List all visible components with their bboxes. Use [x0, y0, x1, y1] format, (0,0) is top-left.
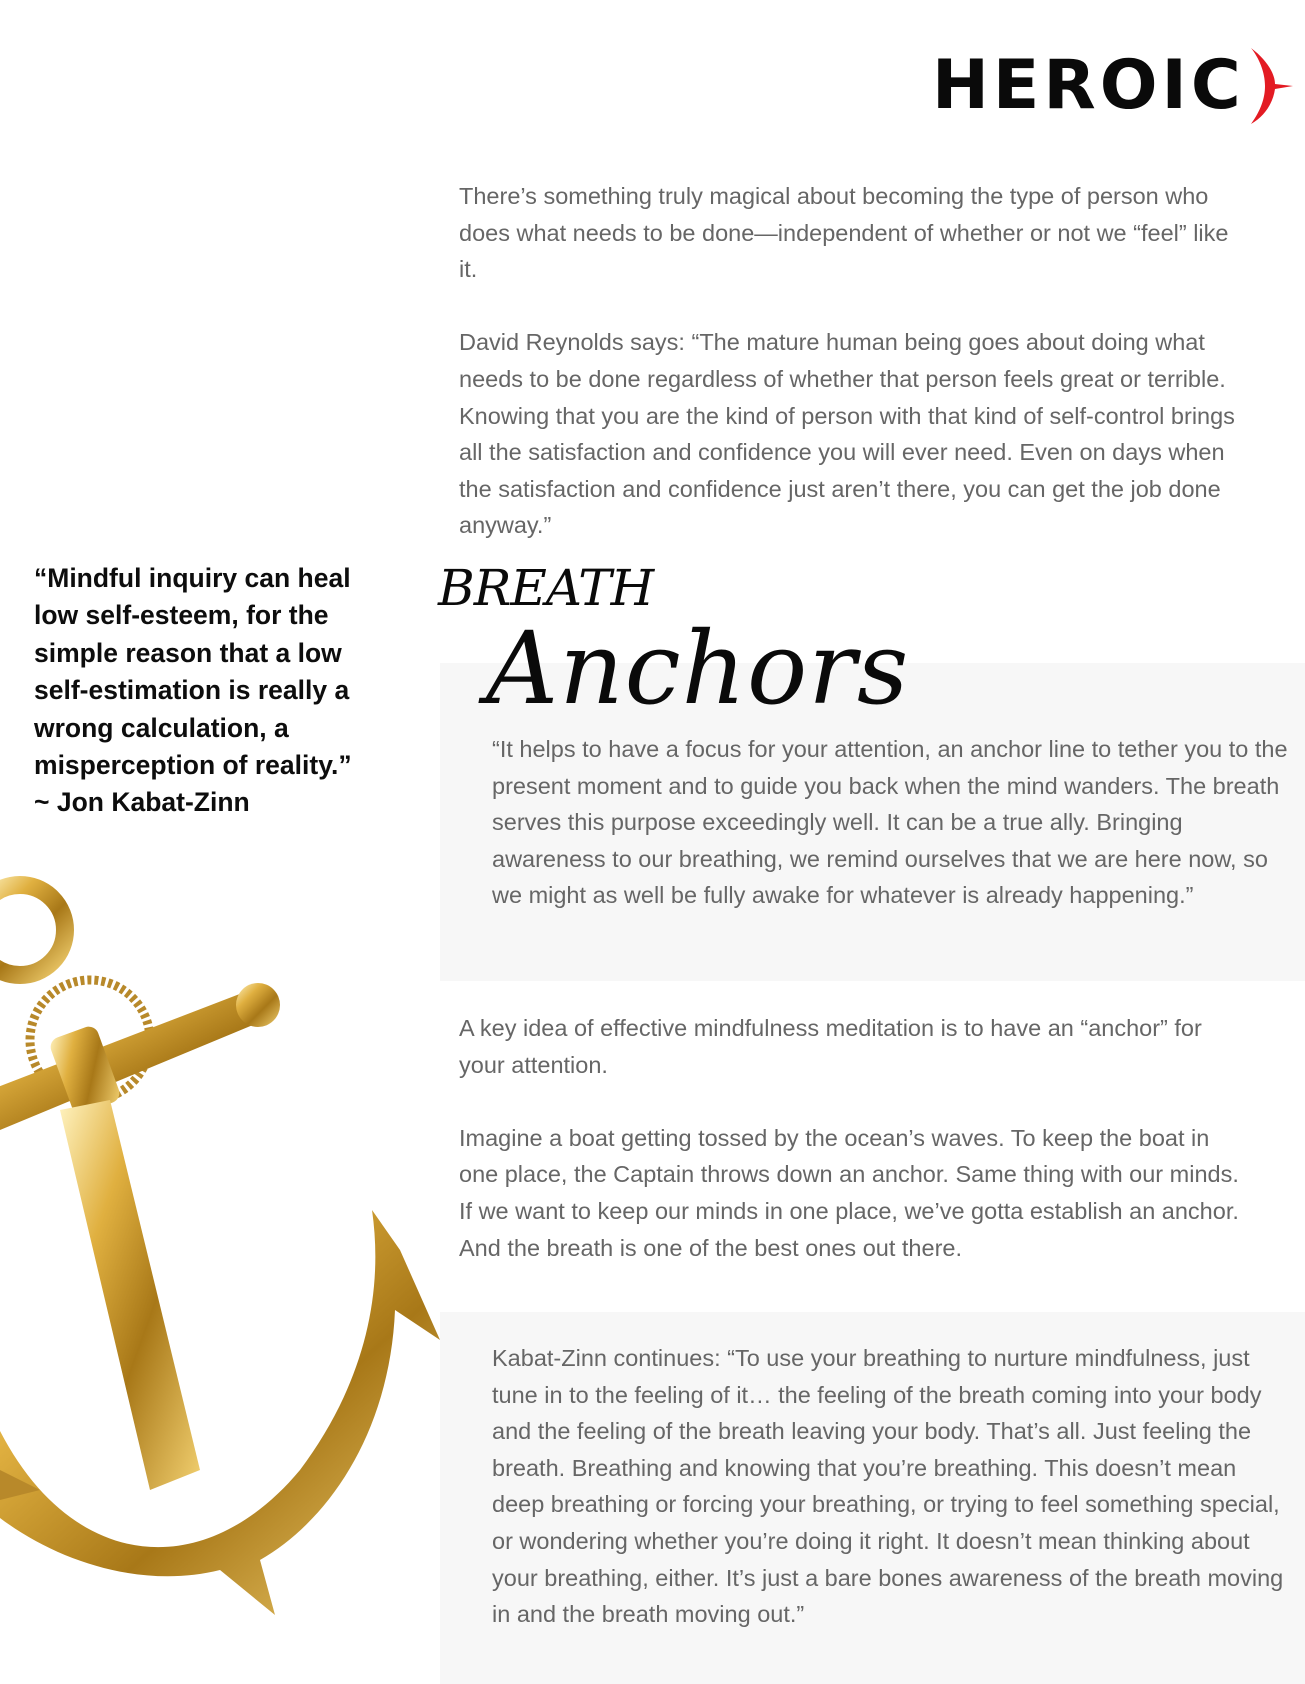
intro-text: [459, 178, 1249, 581]
section-title-big: Anchors: [486, 610, 910, 727]
pull-quote-text: “Mindful inquiry can heal low self-esteem, for the simple reason that a low self-estimation is really a wrong calculation, a misperception of reality.”: [34, 563, 352, 781]
heroic-logo: [932, 48, 1295, 124]
section-title-small: BREATH: [438, 559, 654, 617]
side-pull-quote: [34, 560, 364, 822]
middle-text: [459, 1010, 1249, 1303]
quote-box-1-text: “It helps to have a focus for your attention, an anchor line to tether you to the present moment and to guide you back when the mind wanders. The breath serves this purpose exceedingly well. It can be a true ally. Bringing awareness to our breathing, we remind ourselves that we are here now, so we might as well be fully awake for whatever is already happening.”: [492, 736, 1288, 909]
quote-box-2: [440, 1312, 1305, 1684]
section-title: [438, 559, 1138, 727]
gold-anchor-image: [0, 870, 445, 1630]
reynolds-quote-paragraph: David Reynolds says: “The mature human being goes about doing what needs to be done regardless of whether that person feels great or terrible. Knowing that you are the kind of person with that kind of self-control brings all the satisfaction and confidence you will ever need. Even on days when the satisfaction and confidence just aren’t there, you can get the job done anyway.”: [459, 329, 1235, 539]
middle-paragraph: Imagine a boat getting tossed by the ocean’s waves. To keep the boat in one place, the Captain throws down an anchor. Same thing with our minds. If we want to keep our minds in one place, we’ve gotta establish an anchor. And the breath is one of the best ones out there.: [459, 1124, 1239, 1261]
quote-box-2-text: Kabat-Zinn continues: “To use your breathing to nurture mindfulness, just tune in to the feeling of it… the feeling of the breath coming into your body and the feeling of the breath leaving your body. That’s all. Just feeling the breath. Breathing and knowing that you’re breathing. This doesn’t mean deep breathing or forcing your breathing, or trying to feel something special, or wondering whether you’re doing it right. It doesn’t mean thinking about your breathing, either. It’s just a bare bones awareness of the breath moving in and the breath moving out.”: [492, 1345, 1284, 1628]
logo-text: HEROIC: [932, 46, 1245, 125]
pull-quote-author: ~ Jon Kabat-Zinn: [34, 787, 250, 818]
logo-bird-icon: [1245, 48, 1295, 124]
middle-paragraph: A key idea of effective mindfulness meditation is to have an “anchor” for your attention.: [459, 1015, 1202, 1078]
intro-paragraph: There’s something truly magical about becoming the type of person who does what needs to be done—independent of whether or not we “feel” like it.: [459, 183, 1229, 283]
